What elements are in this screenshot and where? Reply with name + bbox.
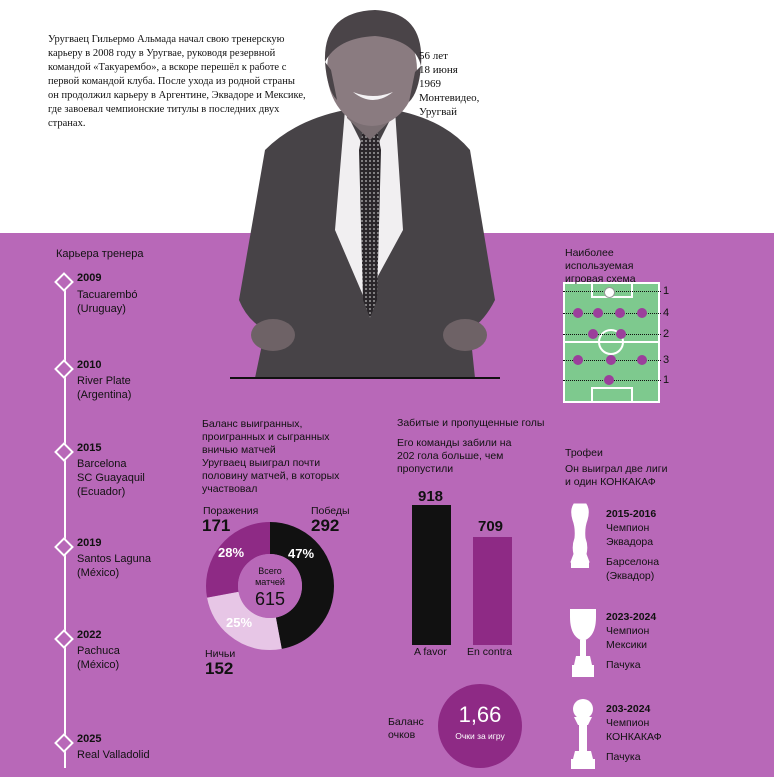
career-year: 2022 xyxy=(77,629,102,641)
losses-value: 171 xyxy=(202,516,231,535)
career-club: Real Valladolid xyxy=(77,749,150,761)
points-label-line: Баланс xyxy=(388,716,424,728)
bio-birth-year: 1969 xyxy=(419,78,441,90)
trophies-subtitle xyxy=(565,463,667,489)
trophy-club: (Эквадор) xyxy=(606,570,655,582)
balance-sub-line: участвовал xyxy=(202,483,258,495)
bio-block xyxy=(419,49,479,119)
goals-for-label: A favor xyxy=(414,646,447,658)
total-label-line: матчей xyxy=(255,577,285,587)
club-country: (Ecuador) xyxy=(77,486,126,498)
formation-title-line: Наиболее xyxy=(565,247,614,259)
career-club xyxy=(77,288,138,316)
losses-pct: 28% xyxy=(218,545,245,560)
ecuador-trophy-icon xyxy=(566,502,594,570)
mexico-trophy-icon xyxy=(566,607,600,679)
points-value: 1,66 xyxy=(458,702,502,727)
player-marker xyxy=(616,329,626,339)
player-marker xyxy=(573,308,583,318)
formation-count: 3 xyxy=(663,354,670,366)
draws-value: 152 xyxy=(205,659,234,678)
balance-title xyxy=(202,418,330,457)
losses-label: Поражения xyxy=(203,505,259,517)
timeline-line xyxy=(64,276,66,768)
balance-subtitle xyxy=(202,457,339,496)
goals-subtitle xyxy=(397,437,511,476)
total-value: 615 xyxy=(254,589,286,609)
trophy-line: Чемпион xyxy=(606,625,650,637)
player-marker xyxy=(593,308,603,318)
trophy-line: КОНКАКАФ xyxy=(606,731,662,743)
intro-text: Уругваец Гильермо Альмада начал свою тренерскую карьеру в 2008 году в Уругвае, руководя резервной командой «Такуарембо», а вскоре перешёл к работе с первой командой клуба. После ухода из родной страны он продолжил карьеру в Аргентине, Эквадоре и Мексике, где завоевал чемпионские титулы в последних двух странах. xyxy=(48,34,306,129)
club-name: Santos Laguna xyxy=(77,553,152,565)
trophy-line: Чемпион xyxy=(606,717,650,729)
trophy-club: Барселона xyxy=(606,556,660,568)
trophy-season: 2015-2016 xyxy=(606,508,657,520)
balance-title-line: Баланс выигранных, xyxy=(202,418,303,430)
player-marker xyxy=(573,355,583,365)
trophy-concacaf xyxy=(606,702,662,764)
club-name: Barcelona xyxy=(77,458,127,470)
career-title: Карьера тренера xyxy=(56,248,144,260)
player-marker xyxy=(615,308,625,318)
goals-sub-line: пропустили xyxy=(397,463,454,475)
club-country: (México) xyxy=(77,659,120,671)
formation-count: 1 xyxy=(663,285,670,297)
career-club xyxy=(77,457,145,499)
goals-against-label: En contra xyxy=(467,646,512,658)
total-label xyxy=(236,566,304,588)
goals-against-bar xyxy=(473,537,512,645)
club-name-2: SC Guayaquil xyxy=(77,472,145,484)
player-marker xyxy=(637,355,647,365)
career-year: 2019 xyxy=(77,537,102,549)
bio-country: Уругвай xyxy=(419,106,458,118)
player-marker xyxy=(604,375,614,385)
balance-sub-line: Уругваец выиграл почти xyxy=(202,457,321,469)
formation-title xyxy=(565,247,636,286)
trophy-line: Эквадора xyxy=(606,536,654,548)
formation-count: 1 xyxy=(663,374,670,386)
formation-count: 2 xyxy=(663,328,670,340)
trophy-club: Пачука xyxy=(606,659,641,671)
club-country: (Argentina) xyxy=(77,389,132,401)
player-marker xyxy=(588,329,598,339)
bio-age: 56 лет xyxy=(419,50,448,62)
trophy-ecuador xyxy=(606,507,659,583)
trophy-season: 203-2024 xyxy=(606,703,651,715)
points-label-line: очков xyxy=(388,729,416,741)
goals-for-value: 918 xyxy=(418,488,444,505)
player-marker xyxy=(606,355,616,365)
bio-birth-date: 18 июня xyxy=(419,64,458,76)
career-club xyxy=(77,552,151,580)
trophy-club: Пачука xyxy=(606,751,641,763)
career-club xyxy=(77,374,131,402)
goals-against-value: 709 xyxy=(478,518,504,535)
goals-title: Забитые и пропущенные голы xyxy=(397,417,545,429)
club-name: Pachuca xyxy=(77,645,120,657)
trophy-line: Мексики xyxy=(606,639,647,651)
draws-pct: 25% xyxy=(226,615,253,630)
club-name: River Plate xyxy=(77,375,131,387)
formation-line xyxy=(563,334,661,335)
trophies-sub-line: Он выиграл две лиги xyxy=(565,463,668,475)
trophy-line: Чемпион xyxy=(606,522,650,534)
trophy-mexico xyxy=(606,610,656,672)
wins-value: 292 xyxy=(311,516,340,535)
bio-city: Монтевидео, xyxy=(419,92,480,104)
career-year: 2015 xyxy=(77,442,102,454)
club-country: (México) xyxy=(77,567,120,579)
career-year: 2009 xyxy=(77,272,102,284)
club-country: (Uruguay) xyxy=(77,303,126,315)
trophy-season: 2023-2024 xyxy=(606,611,657,623)
football-field xyxy=(563,282,660,403)
career-year: 2025 xyxy=(77,733,102,745)
goals-sub-line: 202 гола больше, чем xyxy=(397,450,504,462)
career-year: 2010 xyxy=(77,359,102,371)
career-club xyxy=(77,644,120,672)
total-label-line: Всего xyxy=(258,566,282,576)
club-name: Tacuarembó xyxy=(77,289,138,301)
balance-title-line: вничью матчей xyxy=(202,444,276,456)
wins-pct: 47% xyxy=(288,546,315,561)
points-label xyxy=(388,716,424,742)
draws-label: Ничьи xyxy=(205,648,236,660)
goalkeeper-marker xyxy=(604,287,615,298)
balance-title-line: проигранных и сыгранных xyxy=(202,431,330,443)
goals-for-bar xyxy=(412,505,451,645)
formation-title-line: игровая схема xyxy=(565,273,636,285)
penalty-box-bottom xyxy=(591,387,633,403)
goals-sub-line: Его команды забили на xyxy=(397,437,512,449)
formation-count: 4 xyxy=(663,307,670,319)
formation-title-line: используемая xyxy=(565,260,634,272)
player-marker xyxy=(637,308,647,318)
trophies-sub-line: и один КОНКАКАФ xyxy=(565,476,656,488)
balance-sub-line: половину матчей, в которых xyxy=(202,470,340,482)
trophies-title: Трофеи xyxy=(565,447,603,459)
concacaf-trophy-icon xyxy=(566,697,600,771)
points-caption: Очки за игру xyxy=(455,731,505,741)
wins-label: Победы xyxy=(311,505,350,517)
